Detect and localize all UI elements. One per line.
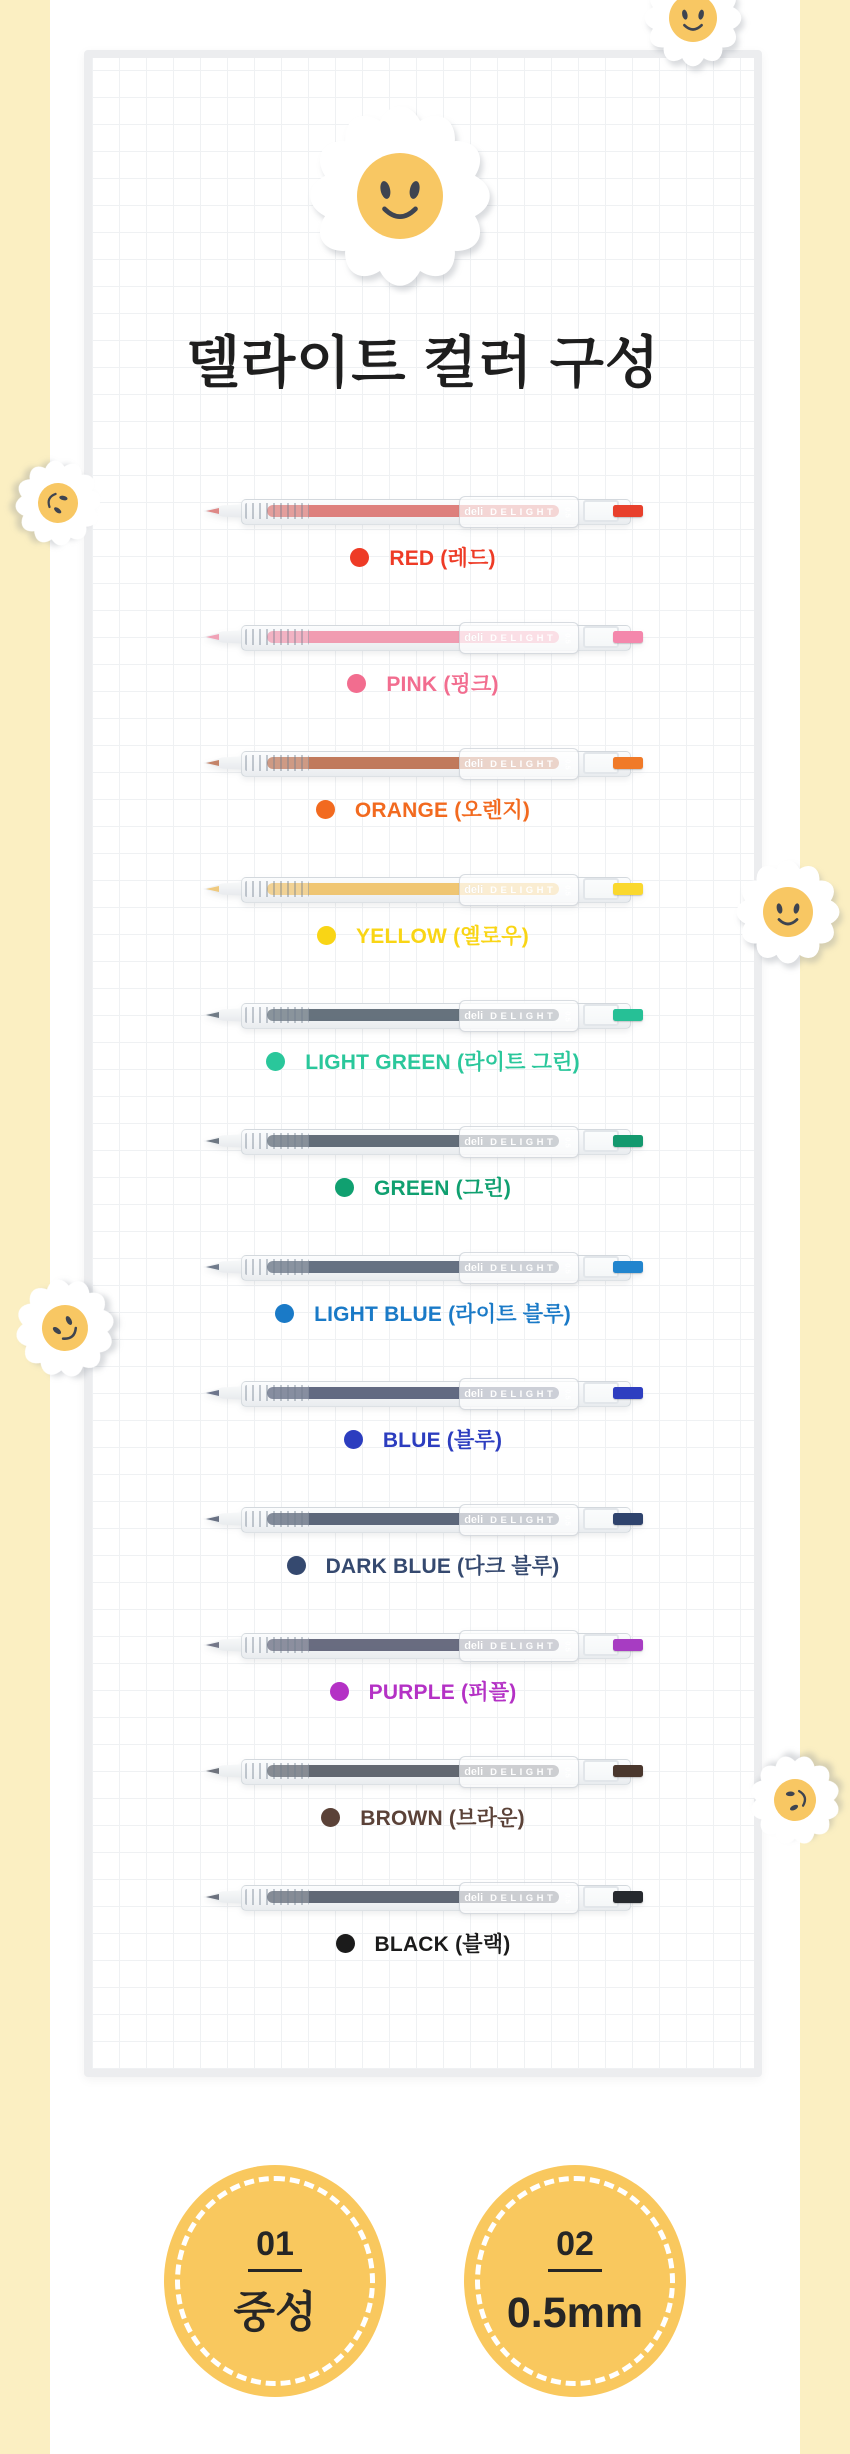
pen-clip-branding: [459, 1252, 579, 1284]
tip-size-mark: 0.5: [564, 758, 574, 770]
brand-logo: deli: [464, 884, 484, 896]
color-dot: [336, 1934, 355, 1953]
tip-size-mark: 0.5: [564, 1136, 574, 1148]
pen-push-button: [613, 757, 643, 769]
model-name: DELIGHT: [490, 1010, 557, 1022]
pen-row-orange: [92, 700, 754, 826]
pen-clip-branding: [459, 1504, 579, 1536]
model-name: DELIGHT: [490, 1892, 557, 1904]
tip-size-mark: 0.5: [564, 1892, 574, 1904]
pen-push-button: [613, 1765, 643, 1777]
brand-logo: deli: [464, 632, 484, 644]
pen-push-button: [613, 1891, 643, 1903]
pen-color-label-row: [92, 1298, 754, 1328]
pen-push-button: [613, 1009, 643, 1021]
pen-color-label-row: [92, 1802, 754, 1832]
model-name: DELIGHT: [490, 506, 557, 518]
pen-light-blue: [203, 1247, 643, 1287]
grid-paper-panel: [84, 50, 762, 2077]
daisy-smiley-icon: [301, 97, 499, 295]
pen-clip-branding: [459, 1756, 579, 1788]
brand-logo: deli: [464, 758, 484, 770]
tip-size-mark: 0.5: [564, 1514, 574, 1526]
feature-badge-gel-ink: [164, 2165, 386, 2397]
pen-spring-grip: [245, 1133, 309, 1149]
pen-color-label-row: [92, 668, 754, 698]
color-dot: [330, 1682, 349, 1701]
brand-logo: deli: [464, 1514, 484, 1526]
pen-row-brown: [92, 1708, 754, 1834]
brand-logo: deli: [464, 1892, 484, 1904]
pen-row-light-green: [92, 952, 754, 1078]
pen-red: [203, 491, 643, 531]
color-dot: [317, 926, 336, 945]
pen-color-label-row: [92, 542, 754, 572]
color-dot: [316, 800, 335, 819]
pen-clip-branding: [459, 1378, 579, 1410]
pen-push-button: [613, 1261, 643, 1273]
pen-row-blue: [92, 1330, 754, 1456]
tip-size-mark: 0.5: [564, 1388, 574, 1400]
pen-pink: [203, 617, 643, 657]
color-dot: [350, 548, 369, 567]
brand-logo: deli: [464, 1262, 484, 1274]
pen-row-pink: [92, 574, 754, 700]
pen-color-label: BROWN (브라운): [360, 1807, 525, 1830]
brand-logo: deli: [464, 506, 484, 518]
pen-color-label-row: [92, 1046, 754, 1076]
pen-row-yellow: [92, 826, 754, 952]
pen-push-button: [613, 505, 643, 517]
model-name: DELIGHT: [490, 1136, 557, 1148]
daisy-smiley-icon: [632, 0, 754, 79]
pen-color-label: BLACK (블랙): [374, 1933, 511, 1956]
badge-label: 0.5mm: [506, 2289, 644, 2337]
pen-color-list: [92, 58, 754, 2069]
pen-orange: [203, 743, 643, 783]
color-dot: [347, 674, 366, 693]
pen-row-dark-blue: [92, 1456, 754, 1582]
color-dot: [344, 1430, 363, 1449]
pen-spring-grip: [245, 629, 309, 645]
pen-clip-branding: [459, 496, 579, 528]
pen-push-button: [613, 1513, 643, 1525]
color-dot: [275, 1304, 294, 1323]
model-name: DELIGHT: [490, 1262, 557, 1274]
model-name: DELIGHT: [490, 1388, 557, 1400]
pen-color-label: DARK BLUE (다크 블루): [325, 1555, 560, 1578]
model-name: DELIGHT: [490, 1640, 557, 1652]
left-yellow-strip: [0, 0, 50, 2454]
color-dot: [321, 1808, 340, 1827]
pen-spring-grip: [245, 1511, 309, 1527]
pen-color-label-row: [92, 1172, 754, 1202]
pen-color-label: GREEN (그린): [373, 1177, 512, 1200]
pen-spring-grip: [245, 1763, 309, 1779]
pen-green: [203, 1121, 643, 1161]
tip-size-mark: 0.5: [564, 506, 574, 518]
badge-number: 02: [548, 2227, 602, 2272]
pen-push-button: [613, 1639, 643, 1651]
tip-size-mark: 0.5: [564, 884, 574, 896]
daisy-smiley-icon: [2, 447, 114, 559]
pen-push-button: [613, 1387, 643, 1399]
pen-spring-grip: [245, 755, 309, 771]
pen-row-red: [92, 448, 754, 574]
pen-yellow: [203, 869, 643, 909]
pen-color-label: RED (레드): [389, 547, 496, 570]
brand-logo: deli: [464, 1388, 484, 1400]
pen-clip-branding: [459, 874, 579, 906]
pen-color-label-row: [92, 1424, 754, 1454]
tip-size-mark: 0.5: [564, 632, 574, 644]
pen-push-button: [613, 1135, 643, 1147]
brand-logo: deli: [464, 1136, 484, 1148]
pen-color-label-row: [92, 1928, 754, 1958]
pen-color-label: BLUE (블루): [382, 1429, 503, 1452]
pen-color-label-row: [92, 794, 754, 824]
pen-blue: [203, 1373, 643, 1413]
pen-row-green: [92, 1078, 754, 1204]
pen-clip-branding: [459, 1630, 579, 1662]
brand-logo: deli: [464, 1010, 484, 1022]
pen-spring-grip: [245, 1637, 309, 1653]
brand-logo: deli: [464, 1640, 484, 1652]
pen-row-light-blue: [92, 1204, 754, 1330]
pen-color-label: PINK (핑크): [386, 673, 499, 696]
pen-color-label: ORANGE (오렌지): [354, 799, 531, 822]
pen-spring-grip: [245, 881, 309, 897]
pen-color-label-row: [92, 1676, 754, 1706]
pen-push-button: [613, 883, 643, 895]
tip-size-mark: 0.5: [564, 1262, 574, 1274]
pen-spring-grip: [245, 1259, 309, 1275]
model-name: DELIGHT: [490, 632, 557, 644]
pen-color-label-row: [92, 1550, 754, 1580]
pen-brown: [203, 1751, 643, 1791]
tip-size-mark: 0.5: [564, 1010, 574, 1022]
tip-size-mark: 0.5: [564, 1766, 574, 1778]
daisy-smiley-icon: [3, 1266, 127, 1390]
badge-label: 중성: [233, 2289, 317, 2337]
pen-row-purple: [92, 1582, 754, 1708]
pen-light-green: [203, 995, 643, 1035]
page-title: 델라이트 컬러 구성: [186, 331, 660, 394]
pen-clip-branding: [459, 1000, 579, 1032]
daisy-smiley-icon: [737, 1742, 850, 1858]
pen-color-label: LIGHT BLUE (라이트 블루): [314, 1303, 571, 1326]
badge-number: 01: [248, 2227, 302, 2272]
feature-badge-tip-size: [464, 2165, 686, 2397]
model-name: DELIGHT: [490, 1766, 557, 1778]
pen-color-label: YELLOW (옐로우): [356, 925, 529, 948]
model-name: DELIGHT: [490, 1514, 557, 1526]
pen-dark-blue: [203, 1499, 643, 1539]
model-name: DELIGHT: [490, 884, 557, 896]
pen-spring-grip: [245, 1889, 309, 1905]
pen-clip-branding: [459, 622, 579, 654]
brand-logo: deli: [464, 1766, 484, 1778]
color-dot: [266, 1052, 285, 1071]
color-dot: [287, 1556, 306, 1575]
pen-spring-grip: [245, 1385, 309, 1401]
tip-size-mark: 0.5: [564, 1640, 574, 1652]
pen-color-label-row: [92, 920, 754, 950]
pen-row-black: [92, 1834, 754, 1960]
pen-spring-grip: [245, 503, 309, 519]
pen-color-label: PURPLE (퍼플): [368, 1681, 517, 1704]
pen-clip-branding: [459, 1126, 579, 1158]
pen-black: [203, 1877, 643, 1917]
daisy-smiley-icon: [724, 848, 850, 976]
pen-purple: [203, 1625, 643, 1665]
right-yellow-strip: [800, 0, 850, 2454]
model-name: DELIGHT: [490, 758, 557, 770]
color-dot: [335, 1178, 354, 1197]
pen-spring-grip: [245, 1007, 309, 1023]
pen-clip-branding: [459, 748, 579, 780]
pen-color-label: LIGHT GREEN (라이트 그린): [305, 1051, 580, 1074]
pen-push-button: [613, 631, 643, 643]
pen-clip-branding: [459, 1882, 579, 1914]
